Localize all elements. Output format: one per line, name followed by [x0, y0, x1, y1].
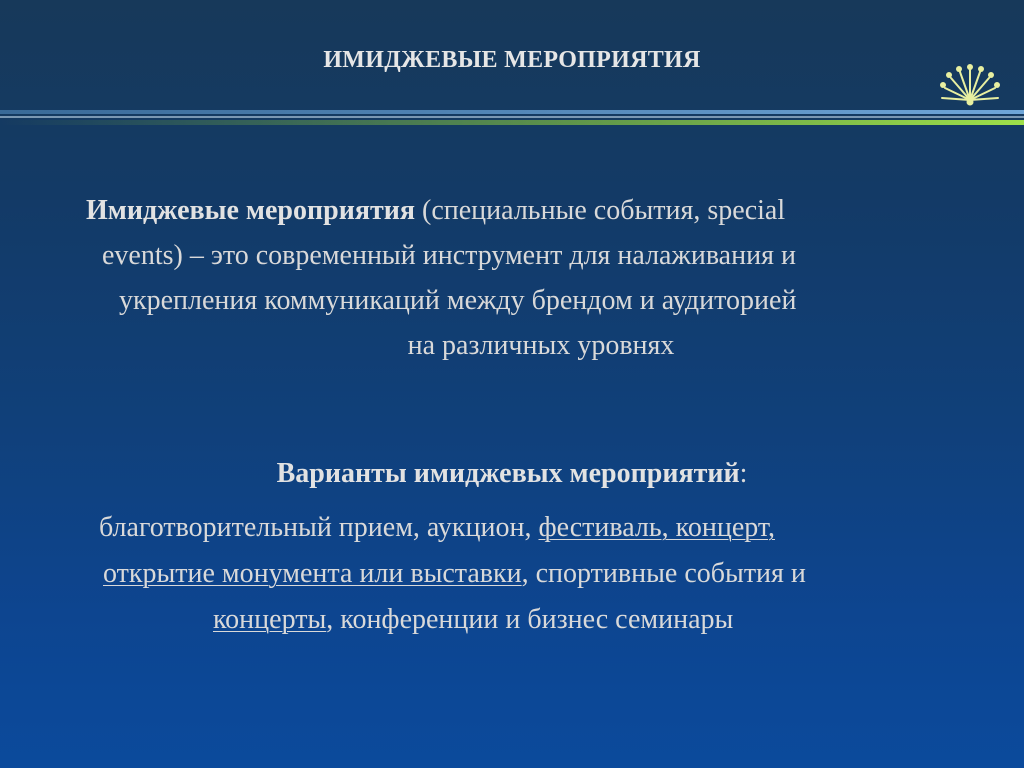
definition-paragraph: [86, 188, 966, 368]
definition-term: Имиджевые мероприятия: [86, 195, 416, 226]
definition-line-1: [86, 188, 966, 233]
variants-list: [99, 505, 979, 643]
monument-exhibition-link[interactable]: открытие монумента или выставки: [103, 558, 522, 589]
definition-line-2: events) – это современный инструмент для налаживания и: [102, 240, 796, 271]
variants-heading-colon: :: [739, 458, 748, 489]
concerts-link[interactable]: концерты: [213, 604, 327, 635]
variants-heading-text: Варианты имиджевых мероприятий: [276, 458, 740, 489]
slide-title: ИМИДЖЕВЫЕ МЕРОПРИЯТИЯ: [323, 47, 701, 73]
dandelion-icon: [938, 58, 1002, 108]
variants-line-3-rest: , конференции и бизнес семинары: [326, 604, 734, 635]
header-divider: [0, 108, 1024, 130]
variants-line-2: [99, 551, 979, 597]
definition-line-1-rest: (специальные события, special: [415, 195, 786, 226]
definition-line-4: на различных уровнях: [407, 330, 675, 361]
variants-line-3: [99, 597, 979, 643]
festival-concert-link[interactable]: фестиваль, концерт,: [538, 512, 776, 543]
variants-line-2-rest: , спортивные события и: [521, 558, 806, 589]
variants-heading: [0, 458, 1024, 490]
variants-line-1-text: благотворительный прием, аукцион,: [99, 512, 539, 543]
variants-line-1: [99, 505, 979, 551]
definition-line-3: укрепления коммуникаций между брендом и аудиторией: [119, 285, 797, 316]
